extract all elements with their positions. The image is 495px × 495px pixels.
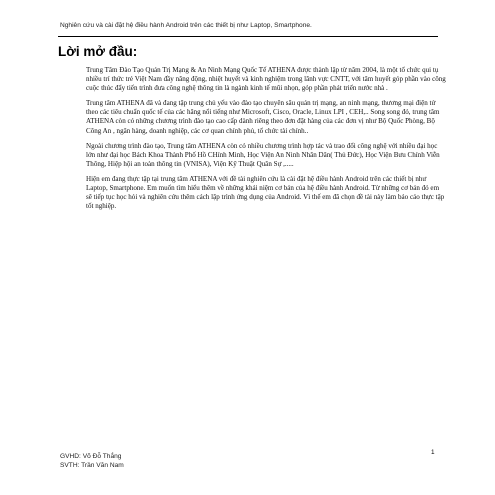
- body-text: [86, 66, 446, 217]
- page-number: 1: [431, 449, 435, 456]
- paragraph: Ngoài chương trình đào tạo, Trung tâm ATHENA còn có nhiều chương trình hợp tác và trao đổi công nghệ với nhiều đại học lớn như đại học Bách Khoa Thành Phố Hồ CHính Minh, Học Viện An Ninh Nhân Dân( Thủ Đức), Học Viện Bưu Chính Viễn Thông, Hiệp hội an toàn thông tin (VNISA), Viện Kỹ Thuật Quân Sự ,.....: [86, 141, 440, 168]
- running-header: Nghiên cứu và cài đặt hệ điều hành Android trên các thiết bị như Laptop, Smartphone.: [60, 22, 312, 29]
- paragraph: Trung Tâm Đào Tạo Quản Trị Mạng & An Ninh Mạng Quốc Tế ATHENA được thành lập từ năm 2004, là một tổ chức qui tụ nhiều trí thức trẻ Việt Nam đầy năng động, nhiệt huyết và kinh nghiệm trong lãnh vực CNTT, với tâm huyết góp phần vào công cuộc thúc đẩy tiến trình đưa công nghệ thông tin là ngành kinh tế mũi nhọn, góp phần phát triển nước nhà .: [86, 66, 446, 93]
- supervisor-line: GVHD: Võ Đỗ Thắng: [60, 453, 122, 460]
- student-line: SVTH: Trần Văn Nam: [60, 462, 124, 470]
- footer: [60, 452, 124, 471]
- header-rule: [58, 36, 438, 37]
- section-title: Lời mở đầu:: [58, 44, 138, 59]
- paragraph: Trung tâm ATHENA đã và đang tập trung chủ yếu vào đào tạo chuyên sâu quản trị mạng, an ninh mạng, thương mại điện tử theo các tiêu chuẩn quốc tế của các hãng nổi tiếng như Microsoft, Cisco, Oracle, Linux LPI , CEH,.. Song song đó, trung tâm ATHENA còn có những chương trình đào tạo cao cấp dành riêng theo đơn đặt hàng của các đơn vị như Bộ Quốc Phòng, Bộ Công An , ngân hàng, doanh nghiệp, các cơ quan chính phủ, tổ chức tài chính..: [86, 99, 440, 135]
- paragraph: Hiện em đang thực tập tại trung tâm ATHENA với đề tài nghiên cứu là cài đặt hệ điều hành Android trên các thiết bị như Laptop, Smartphone. Em muốn tìm hiểu thêm về những khái niệm cơ bản của hệ điều hành Android. Từ những cơ bản đó em sẽ tiếp tục học hỏi và nghiên cứu thêm cách lập trình ứng dụng của Android. Vì thế em đã chọn đề tài này làm báo cáo thực tập tốt nghiệp.: [86, 174, 445, 211]
